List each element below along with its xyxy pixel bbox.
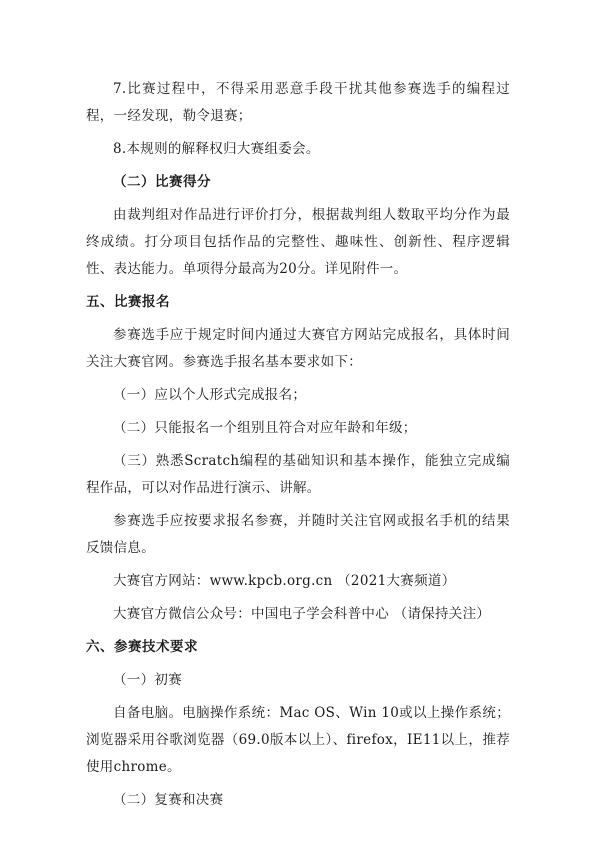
rule-7-paragraph: 7.比赛过程中，不得采用恶意手段干扰其他参赛选手的编程过程，一经发现，勒令退赛； (86, 81, 510, 124)
section-5-heading: 五、比赛报名 (86, 294, 170, 310)
semifinal-final-subheading: （二）复赛和决赛 (113, 792, 224, 808)
scoring-paragraph: 由裁判组对作品进行评价打分，根据裁判组人数取平均分作为最终成绩。打分项目包括作品的完整性、趣味性、创新性、程序逻辑性、表达能力。单项得分最高为20分。详见附件一。 (86, 207, 510, 277)
registration-item-1: （一）应以个人形式完成报名； (113, 387, 307, 403)
section-6-heading: 六、参赛技术要求 (86, 639, 198, 655)
document-body (86, 76, 510, 814)
preliminary-round-paragraph: 自备电脑。电脑操作系统：Mac OS、Win 10或以上操作系统；浏览器采用谷歌浏览器（69.0版本以上）、firefox，IE11以上，推荐使用chrome。 (86, 705, 510, 775)
rule-8-paragraph: 8.本规则的解释权归大赛组委会。 (113, 141, 320, 157)
registration-paragraph: 参赛选手应于规定时间内通过大赛官方网站完成报名，具体时间关注大赛官网。参赛选手报名基本要求如下： (86, 327, 510, 370)
preliminary-round-subheading: （一）初赛 (113, 672, 182, 688)
registration-item-3: （三）熟悉Scratch编程的基础知识和基本操作，能独立完成编程作品，可以对作品进行演示、讲解。 (86, 453, 510, 496)
official-website-line: 大赛官方网站：www.kpcb.org.cn （2021大赛频道） (113, 573, 456, 589)
scoring-subheading: （二）比赛得分 (113, 174, 211, 190)
registration-item-2: （二）只能报名一个组别且符合对应年龄和年级； (113, 420, 417, 436)
official-wechat-line: 大赛官方微信公众号：中国电子学会科普中心 （请保持关注） (113, 606, 491, 622)
registration-followup-paragraph: 参赛选手应按要求报名参赛，并随时关注官网或报名手机的结果反馈信息。 (86, 513, 510, 556)
